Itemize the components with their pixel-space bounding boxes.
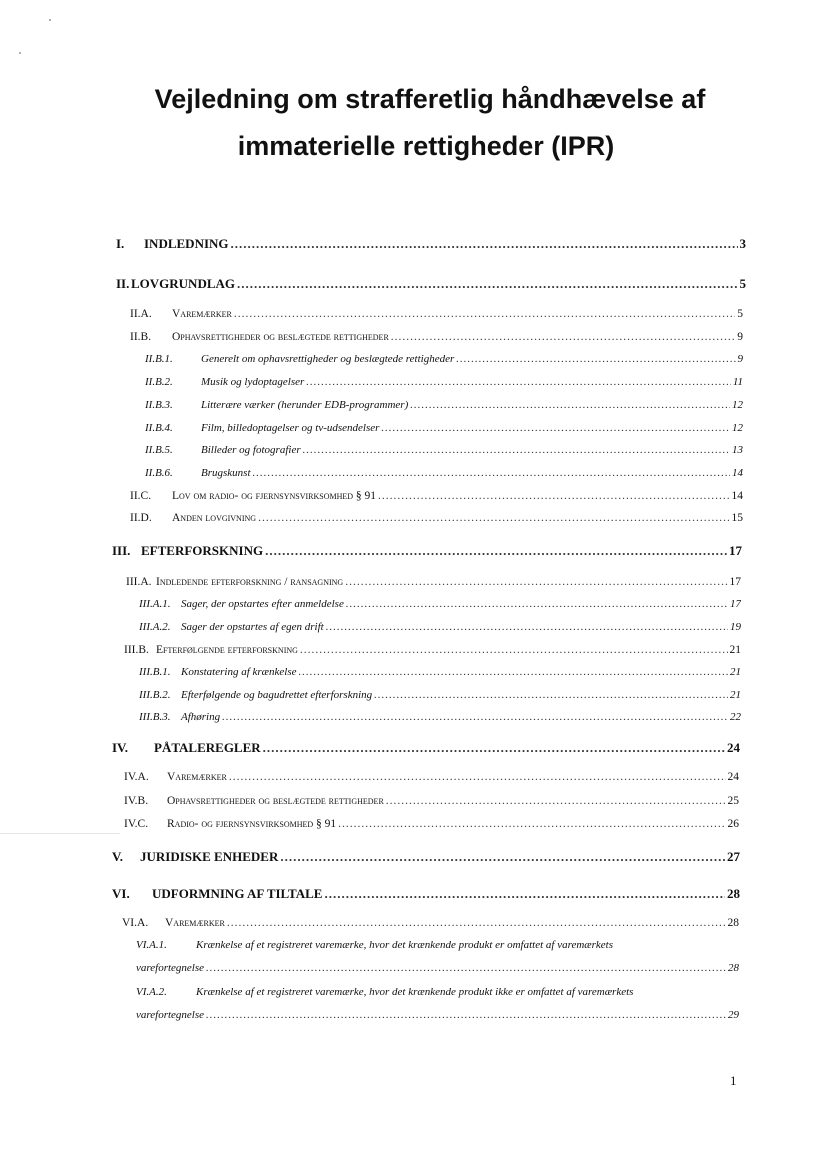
toc-entry[interactable] [145, 422, 743, 434]
toc-entry-page: 26 [727, 818, 739, 830]
toc-entry-number: II. [116, 276, 130, 291]
toc-entry-number: II.B.2. [145, 376, 173, 388]
toc-entry-page: 25 [727, 795, 739, 807]
toc-entry[interactable] [112, 849, 740, 865]
toc-leader [234, 308, 735, 320]
toc-entry-page: 22 [730, 711, 741, 723]
toc-entry-label: Billeder og fotografier [201, 444, 301, 456]
toc-entry-label: Sager, der opstartes efter anmeldelse [181, 598, 344, 610]
toc-entry-page: 14 [731, 490, 743, 502]
toc-entry-page: 29 [728, 1009, 739, 1021]
toc-entry-label-continued: varefortegnelse [136, 962, 205, 974]
toc-leader [299, 666, 729, 678]
toc-leader [386, 795, 726, 807]
toc-entry-page: 28 [727, 917, 739, 929]
toc-entry-label: Krænkelse af et registreret varemærke, hvor det krænkende produkt er omfattet af varemærkets [196, 939, 613, 951]
scan-shadow-line [0, 833, 120, 834]
toc-entry-label: Efterfølgende efterforskning [156, 644, 298, 656]
toc-entry[interactable] [139, 689, 741, 701]
toc-entry-page: 5 [737, 308, 743, 320]
toc-entry-page: 12 [732, 422, 743, 434]
toc-leader [374, 689, 728, 701]
toc-entry[interactable] [136, 962, 739, 974]
toc-entry-number: III.B.2. [139, 689, 171, 701]
toc-leader [265, 543, 727, 559]
toc-entry[interactable] [139, 711, 741, 723]
toc-entry[interactable] [130, 490, 743, 502]
toc-entry[interactable] [145, 376, 743, 388]
toc-entry-number: III.B.3. [139, 711, 171, 723]
toc-entry-page: 3 [739, 236, 746, 251]
toc-entry-page: 9 [737, 353, 743, 365]
page-number: 1 [730, 1073, 737, 1088]
toc-entry-page: 21 [730, 689, 741, 701]
toc-entry-label: PÅTALEREGLER [154, 740, 261, 755]
toc-entry-label: Efterfølgende og bagudrettet efterforskning [181, 689, 373, 701]
toc-entry[interactable] [145, 353, 743, 365]
toc-leader [324, 886, 725, 902]
toc-entry[interactable] [112, 886, 740, 902]
toc-leader [263, 740, 725, 756]
toc-entry[interactable] [130, 308, 743, 320]
toc-leader [391, 331, 735, 343]
toc-entry-label: Varemærker [167, 771, 227, 783]
toc-entry-label: Indledende efterforskning / ransagning [156, 576, 344, 588]
toc-entry-number: II.B.5. [145, 444, 173, 456]
toc-entry-page: 24 [727, 771, 739, 783]
toc-entry-label: INDLEDNING [144, 236, 229, 251]
toc-entry[interactable] [124, 818, 739, 830]
toc-entry[interactable] [126, 576, 741, 588]
toc-entry[interactable] [124, 795, 739, 807]
toc-entry-number: IV.A. [124, 771, 149, 783]
scan-speck [19, 52, 21, 54]
toc-entry-page: 21 [729, 644, 741, 656]
toc-entry-number: II.D. [130, 512, 152, 524]
toc-entry-page: 24 [727, 740, 740, 755]
toc-entry-number: VI. [112, 886, 130, 901]
toc-entry-number: I. [116, 236, 125, 251]
toc-entry-label: Konstatering af krænkelse [181, 666, 297, 678]
toc-entry-label: Varemærker [172, 308, 232, 320]
toc-entry-label: LOVGRUNDLAG [131, 276, 236, 291]
toc-entry-label: Anden lovgivning [172, 512, 257, 524]
toc-leader [381, 422, 730, 434]
toc-entry-page: 17 [730, 598, 741, 610]
toc-entry-label-continued: varefortegnelse [136, 1009, 205, 1021]
toc-leader [253, 467, 731, 479]
toc-leader [258, 512, 729, 524]
toc-leader [410, 399, 730, 411]
toc-leader [300, 644, 728, 656]
toc-entry-page: 12 [732, 399, 743, 411]
toc-entry[interactable] [139, 666, 741, 678]
toc-entry-first-line[interactable] [136, 986, 633, 998]
toc-entry-number: II.B.1. [145, 353, 173, 365]
toc-entry-page: 28 [727, 886, 740, 901]
toc-entry[interactable] [112, 740, 740, 756]
toc-entry-label: Generelt om ophavsrettigheder og beslægtede rettigheder [201, 353, 455, 365]
toc-entry-label: Sager der opstartes af egen drift [181, 621, 324, 633]
toc-entry-page: 15 [731, 512, 743, 524]
toc-entry-number: V. [112, 849, 123, 864]
toc-entry-number: VI.A. [122, 917, 149, 929]
document-title-line-1: Vejledning om strafferetlig håndhævelse af [154, 84, 706, 114]
toc-entry-number: II.B.4. [145, 422, 173, 434]
toc-entry-number: III.B.1. [139, 666, 171, 678]
toc-entry-label: Afhøring [181, 711, 221, 723]
toc-entry[interactable] [124, 644, 741, 656]
toc-entry[interactable] [130, 331, 743, 343]
toc-leader [222, 711, 728, 723]
toc-entry-number: III.A. [126, 576, 152, 588]
toc-leader [206, 1009, 726, 1021]
toc-entry[interactable] [130, 512, 743, 524]
toc-entry[interactable] [124, 771, 739, 783]
toc-entry-label: Varemærker [165, 917, 225, 929]
toc-entry-page: 5 [739, 276, 746, 291]
toc-entry[interactable] [139, 621, 741, 633]
toc-entry-number: IV. [112, 740, 129, 755]
toc-entry-label: Brugskunst [201, 467, 251, 479]
toc-leader [229, 771, 726, 783]
toc-entry-number: II.B.3. [145, 399, 173, 411]
toc-entry[interactable] [145, 444, 743, 456]
toc-entry-label: Film, billedoptagelser og tv-udsendelser [201, 422, 380, 434]
toc-entry-label: UDFORMNING AF TILTALE [152, 886, 323, 901]
toc-entry-number: III.A.1. [139, 598, 171, 610]
toc-entry[interactable] [116, 236, 746, 252]
toc-entry-label: JURIDISKE ENHEDER [140, 849, 279, 864]
toc-entry-number: VI.A.2. [136, 986, 167, 998]
toc-entry[interactable] [145, 399, 743, 411]
toc-entry-number: II.A. [130, 308, 152, 320]
toc-entry[interactable] [136, 1009, 739, 1021]
toc-leader [306, 376, 731, 388]
toc-entry-page: 19 [730, 621, 741, 633]
toc-entry[interactable] [139, 598, 741, 610]
toc-entry-page: 27 [727, 849, 740, 864]
toc-entry-page: 11 [732, 376, 743, 388]
toc-entry-number: III.A.2. [139, 621, 171, 633]
toc-entry[interactable] [116, 276, 746, 292]
toc-entry-page: 13 [732, 444, 743, 456]
toc-entry-number: III. [112, 543, 131, 558]
toc-leader [326, 621, 728, 633]
toc-entry[interactable] [112, 543, 742, 559]
toc-entry-number: II.B. [130, 331, 152, 343]
toc-entry-number: II.C. [130, 490, 152, 502]
toc-entry-number: IV.B. [124, 795, 149, 807]
toc-entry-label: Krænkelse af et registreret varemærke, hvor det krænkende produkt ikke er omfattet af varemærkets [196, 986, 634, 998]
toc-entry-number: II.B.6. [145, 467, 173, 479]
toc-entry-number: IV.C. [124, 818, 149, 830]
toc-leader [231, 236, 738, 252]
toc-entry-page: 17 [729, 543, 742, 558]
toc-entry-number: VI.A.1. [136, 939, 167, 951]
toc-entry-label: EFTERFORSKNING [141, 543, 264, 558]
toc-entry-page: 17 [729, 576, 741, 588]
toc-entry-number: III.B. [124, 644, 149, 656]
toc-leader [227, 917, 726, 929]
toc-entry-label: Lov om radio- og fjernsynsvirksomhed § 91 [172, 490, 377, 502]
toc-leader [456, 353, 735, 365]
toc-entry-page: 21 [730, 666, 741, 678]
scan-speck [49, 19, 51, 21]
toc-entry-first-line[interactable] [136, 939, 613, 951]
toc-entry[interactable] [145, 467, 743, 479]
toc-entry-label: Ophavsrettigheder og beslægtede rettigheder [167, 795, 384, 807]
toc-entry[interactable] [122, 917, 739, 929]
document-title-line-2: immaterielle rettigheder (IPR) [237, 131, 615, 161]
toc-leader [237, 276, 737, 292]
toc-entry-page: 14 [732, 467, 743, 479]
toc-leader [206, 962, 726, 974]
toc-entry-page: 28 [728, 962, 739, 974]
toc-leader [346, 598, 728, 610]
toc-entry-page: 9 [737, 331, 743, 343]
toc-leader [345, 576, 727, 588]
toc-leader [338, 818, 725, 830]
toc-leader [303, 444, 730, 456]
toc-entry-label: Ophavsrettigheder og beslægtede rettigheder [172, 331, 389, 343]
toc-leader [378, 490, 729, 502]
toc-leader [280, 849, 725, 865]
toc-entry-label: Musik og lydoptagelser [201, 376, 305, 388]
toc-entry-label: Litterære værker (herunder EDB-programmer) [201, 399, 409, 411]
toc-entry-label: Radio- og fjernsynsvirksomhed § 91 [167, 818, 337, 830]
